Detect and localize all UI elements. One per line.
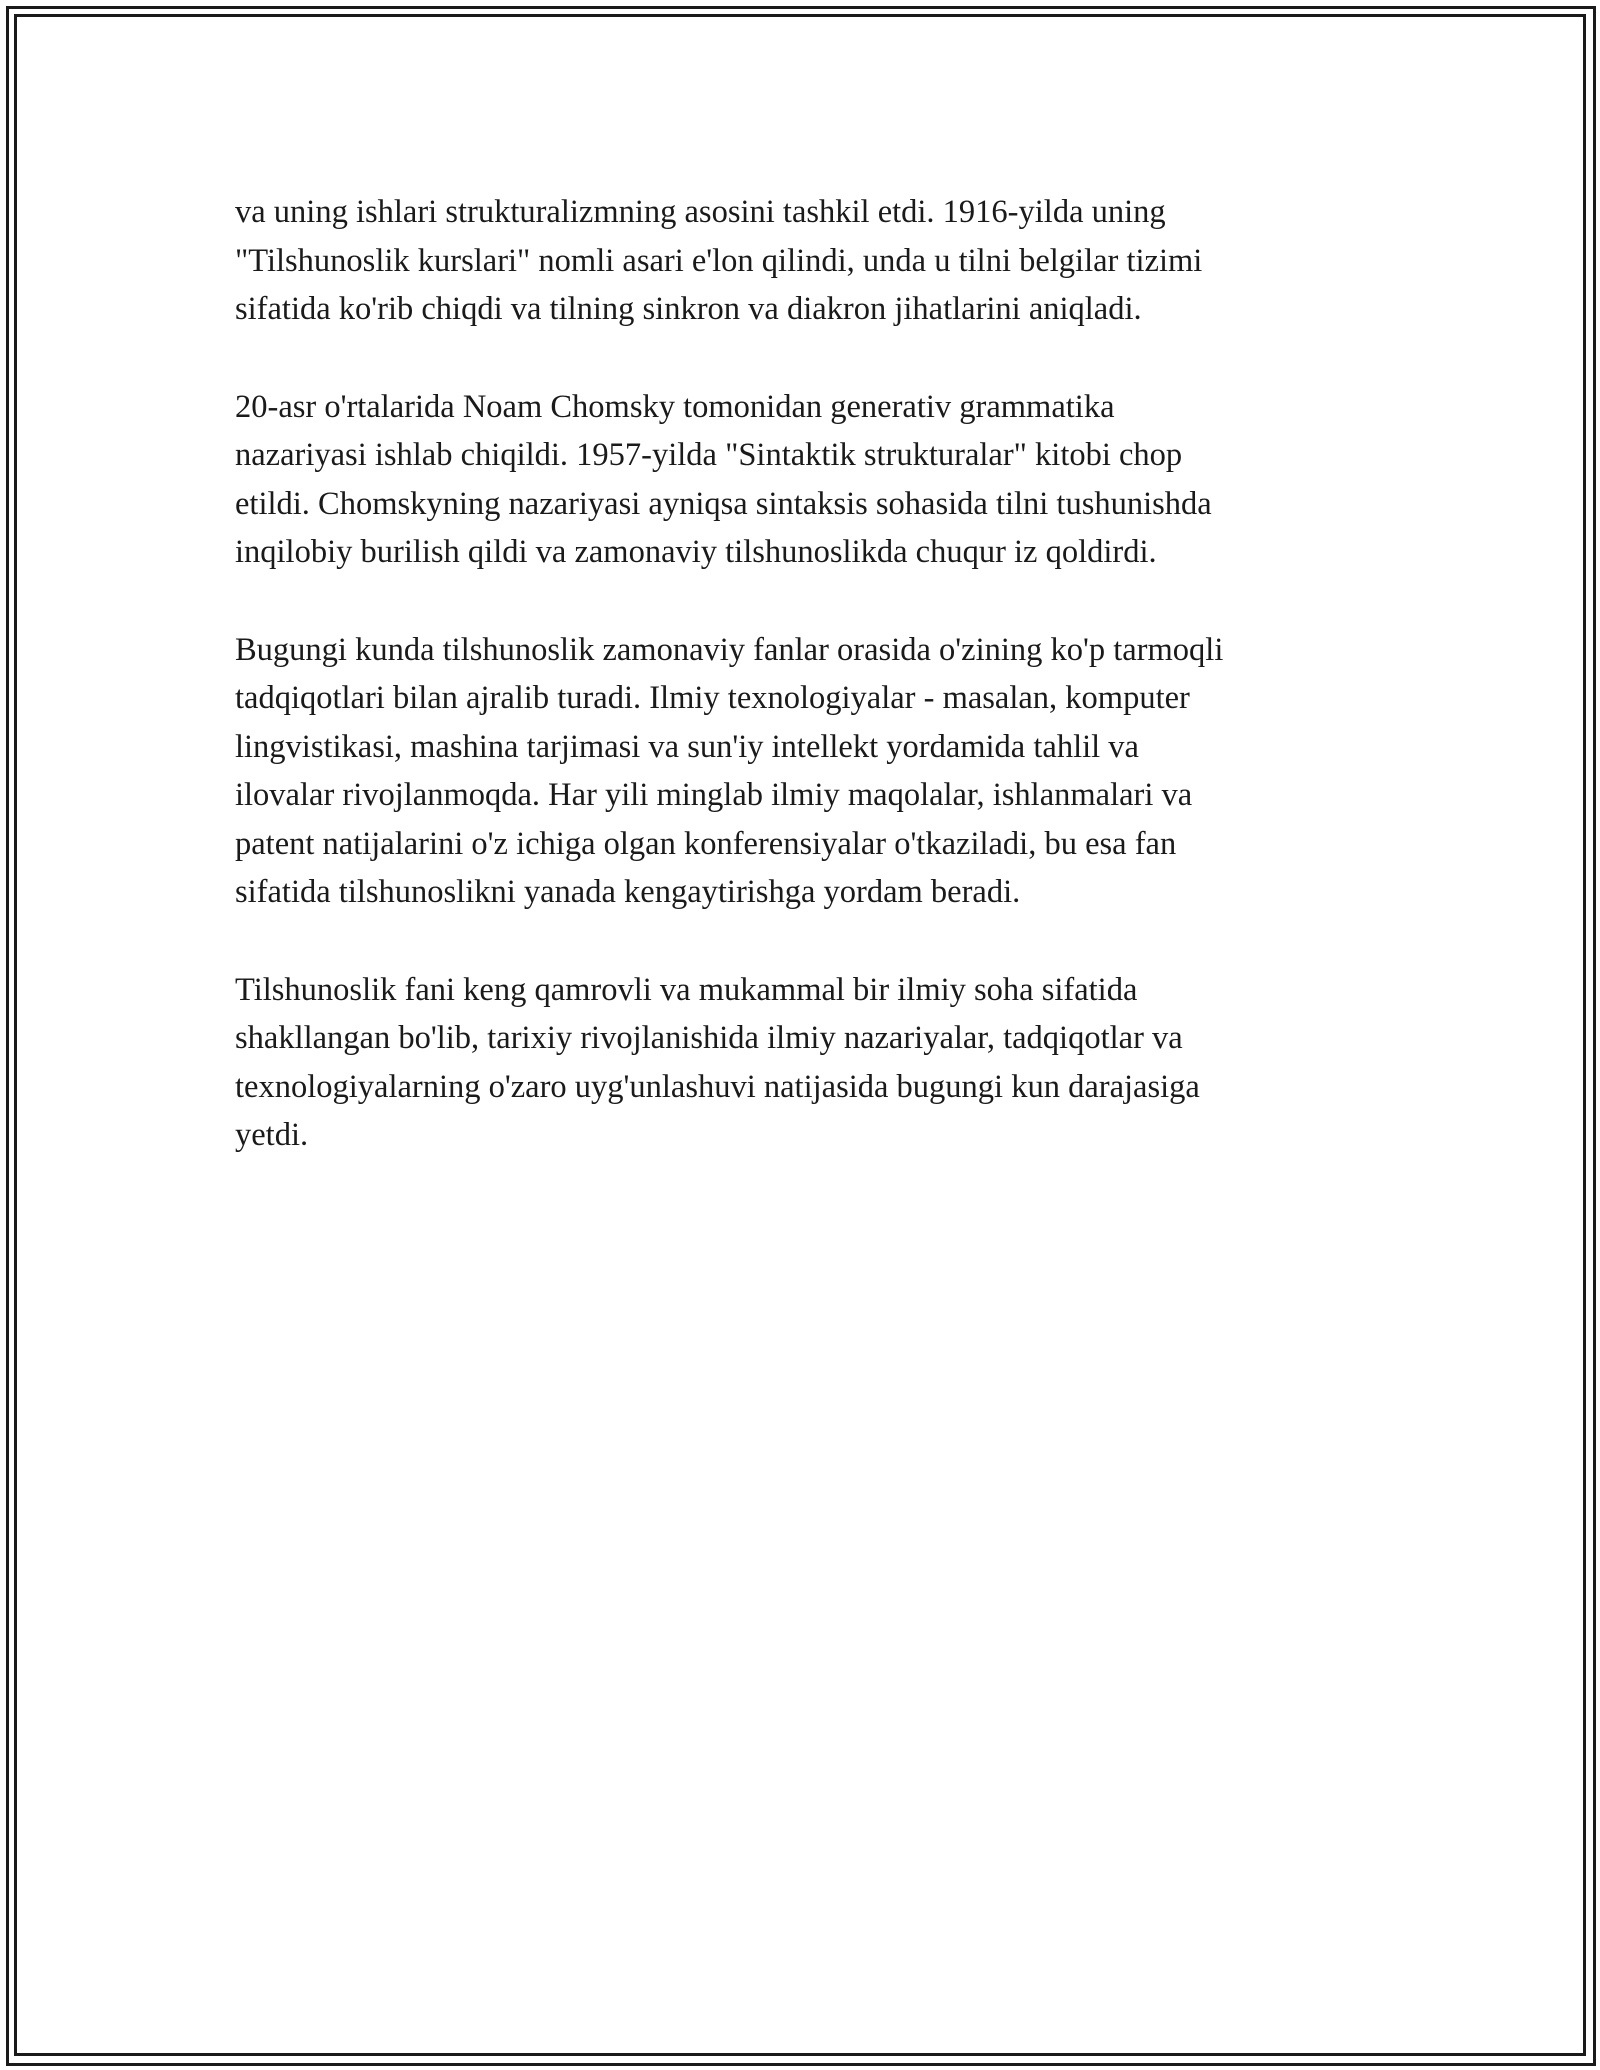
text-line: texnologiyalarning o'zaro uyg'unlashuvi natijasida bugungi kun darajasiga xyxy=(235,1068,1200,1105)
text-line: 20-asr o'rtalarida Noam Chomsky tomonidan generativ grammatika xyxy=(235,388,1115,425)
text-line: inqilobiy burilish qildi va zamonaviy tilshunoslikda chuqur iz qoldirdi. xyxy=(235,534,1157,570)
text-line: Bugungi kunda tilshunoslik zamonaviy fanlar orasida o'zining ko'p tarmoqli xyxy=(235,631,1224,668)
text-line: tadqiqotlari bilan ajralib turadi. Ilmiy texnologiyalar - masalan, komputer xyxy=(235,680,1190,716)
paragraph-1 xyxy=(235,188,1365,334)
text-line: va uning ishlari strukturalizmning asosini tashkil etdi. 1916-yilda uning xyxy=(235,194,1166,230)
text-line: shakllangan bo'lib, tarixiy rivojlanishida ilmiy nazariyalar, tadqiqotlar va xyxy=(235,1020,1183,1056)
text-line: Tilshunoslik fani keng qamrovli va mukammal bir ilmiy soha sifatida xyxy=(235,971,1138,1008)
text-line: sifatida ko'rib chiqdi va tilning sinkron va diakron jihatlarini aniqladi. xyxy=(235,291,1142,327)
text-line: yetdi. xyxy=(235,1117,309,1153)
paragraph-3 xyxy=(235,626,1365,917)
text-line: "Tilshunoslik kurslari" nomli asari e'lon qilindi, unda u tilni belgilar tizimi xyxy=(235,242,1203,279)
document-body xyxy=(235,188,1365,1209)
text-line: etildi. Chomskyning nazariyasi ayniqsa sintaksis sohasida tilni tushunishda xyxy=(235,485,1212,522)
text-line: ilovalar rivojlanmoqda. Har yili minglab ilmiy maqolalar, ishlanmalari va xyxy=(235,777,1193,813)
text-line: sifatida tilshunoslikni yanada kengaytirishga yordam beradi. xyxy=(235,874,1021,910)
paragraph-4 xyxy=(235,966,1365,1160)
text-line: lingvistikasi, mashina tarjimasi va sun'iy intellekt yordamida tahlil va xyxy=(235,728,1139,765)
text-line: patent natijalarini o'z ichiga olgan konferensiyalar o'tkaziladi, bu esa fan xyxy=(235,825,1177,862)
paragraph-2 xyxy=(235,383,1365,577)
text-line: nazariyasi ishlab chiqildi. 1957-yilda "Sintaktik strukturalar" kitobi chop xyxy=(235,437,1183,473)
